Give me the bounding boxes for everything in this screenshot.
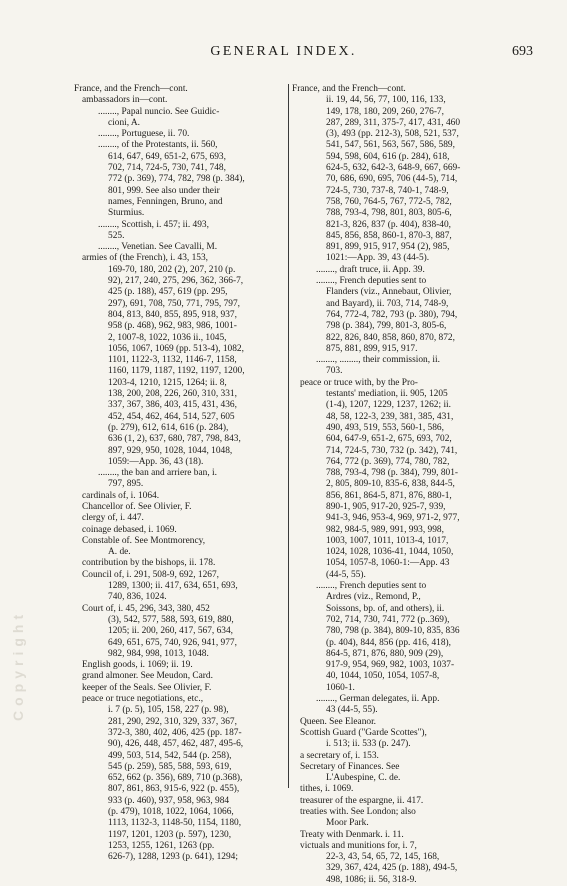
index-line: 890-1, 905, 917-20, 925-7, 939, — [326, 501, 446, 512]
page-number: 693 — [512, 44, 533, 59]
index-line: 490, 493, 519, 553, 560-1, 586, — [326, 422, 444, 433]
index-line: grand almoner. See Meudon, Card. — [82, 671, 213, 682]
index-line: (p. 279), 612, 614, 616 (p. 284), — [108, 422, 229, 433]
index-line: Constable of. See Montmorency, — [82, 535, 206, 546]
index-line: France, and the French—cont. — [74, 84, 188, 94]
index-line: 652, 662 (p. 356), 689, 710 (p.368), — [108, 773, 243, 784]
index-line: (3), 493 (pp. 212-3), 508, 521, 537, — [326, 129, 459, 140]
index-line: Secretary of Finances. See — [300, 761, 400, 772]
index-line: Ardres (viz., Remond, P., — [326, 592, 421, 603]
index-line: 1203-4, 1210, 1215, 1264; ii. 8, — [108, 377, 227, 388]
index-line: Council of, i. 291, 508-9, 692, 1267, — [82, 569, 219, 580]
index-line: contribution by the bishops, ii. 178. — [82, 558, 216, 569]
index-line: 1253, 1255, 1261, 1263 (pp. — [108, 840, 215, 851]
index-line: (p. 404), 844, 856 (pp. 416, 418), — [326, 637, 451, 648]
index-line: 1059:—App. 36, 43 (18). — [108, 456, 204, 467]
index-line: treasurer of the espargne, ii. 417. — [300, 795, 424, 806]
page-header — [0, 44, 567, 64]
index-line: Scottish Guard ("Garde Scottes"), — [300, 727, 427, 738]
index-line: 1289, 1300; ii. 417, 634, 651, 693, — [108, 581, 238, 592]
index-line: 40, 1044, 1050, 1054, 1057-8, — [326, 671, 440, 682]
index-line: i. 7 (p. 5), 105, 158, 227 (p. 98), — [108, 705, 229, 716]
index-line: ........, the ban and arriere ban, i. — [98, 468, 217, 479]
index-line: Moor Park. — [326, 818, 369, 829]
index-line: 804, 813, 840, 855, 895, 918, 937, — [108, 309, 237, 320]
index-line: 933 (p. 460), 937, 958, 963, 984 — [108, 795, 230, 806]
index-line: 864-5, 871, 876, 880, 909 (29), — [326, 648, 444, 659]
index-line: 821-3, 826, 837 (p. 404), 838-40, — [326, 219, 451, 230]
index-line: 149, 178, 180, 209, 260, 276-7, — [326, 106, 444, 117]
index-line: 624-5, 632, 642-3, 648-9, 667, 669- — [326, 163, 461, 174]
index-line: ........, ........, their commission, ii. — [316, 355, 440, 366]
index-line: 541, 547, 561, 563, 567, 586, 589, — [326, 140, 455, 151]
index-line: 337, 367, 386, 403, 415, 431, 436, — [108, 400, 237, 411]
index-line: a secretary of, i. 153. — [300, 750, 379, 761]
index-line: and Bayard), ii. 703, 714, 748-9, — [326, 298, 449, 309]
index-line: 758, 760, 764-5, 767, 772-5, 782, — [326, 196, 452, 207]
index-line: Flanders (viz., Annebaut, Olivier, — [326, 287, 452, 298]
index-line: 1160, 1179, 1187, 1192, 1197, 1200, — [108, 366, 245, 377]
index-line: 958 (p. 468), 962, 983, 986, 1001- — [108, 321, 237, 332]
index-line: 845, 856, 858, 860-1, 870-3, 887, — [326, 230, 452, 241]
index-line: 982, 984, 998, 1013, 1048. — [108, 648, 209, 659]
index-line: 788, 793-4, 798 (p. 384), 799, 801- — [326, 468, 459, 479]
index-line: 281, 290, 292, 310, 329, 337, 367, — [108, 716, 237, 727]
index-line: 626-7), 1288, 1293 (p. 641), 1294; — [108, 852, 238, 863]
index-line: coinage debased, i. 1069. — [82, 524, 177, 535]
index-line: 92), 217, 240, 275, 296, 362, 366-7, — [108, 276, 244, 287]
index-line: 2, 805, 809-10, 835-6, 838, 844-5, — [326, 479, 455, 490]
index-line: ........, French deputies sent to — [316, 276, 427, 287]
index-line: 1021:—App. 39, 43 (44-5). — [326, 253, 430, 264]
index-line: Sturmius. — [108, 208, 145, 219]
index-line: 90), 426, 448, 457, 462, 487, 495-6, — [108, 739, 244, 750]
index-line: victuals and munitions for, i. 7, — [300, 840, 417, 851]
index-line: 856, 861, 864-5, 871, 876, 880-1, — [326, 490, 452, 501]
index-line: 801, 999. See also under their — [108, 185, 220, 196]
index-line: 1054, 1057-8, 1060-1:—App. 43 — [326, 558, 450, 569]
index-line: 891, 899, 915, 917, 954 (2), 985, — [326, 242, 450, 253]
index-line: Court of, i. 45, 296, 343, 380, 452 — [82, 603, 210, 614]
index-line: 614, 647, 649, 651-2, 675, 693, — [108, 151, 226, 162]
index-line: 287, 289, 311, 375-7, 417, 431, 460 — [326, 117, 461, 128]
index-line: 941-3, 946, 953-4, 969, 971-2, 977, — [326, 513, 460, 524]
index-line: 594, 598, 604, 616 (p. 284), 618, — [326, 151, 450, 162]
index-line: cardinals of, i. 1064. — [82, 490, 160, 501]
index-line: keeper of the Seals. See Olivier, F. — [82, 682, 212, 693]
index-line: ........, Papal nuncio. See Guidic- — [98, 106, 220, 117]
index-line: ........, German delegates, ii. App. — [316, 694, 440, 705]
index-line: 545 (p. 259), 585, 588, 593, 619, — [108, 761, 232, 772]
index-line: 329, 367, 424, 425 (p. 188), 494-5, — [326, 863, 458, 874]
index-line: 788, 793-4, 798, 801, 803, 805-6, — [326, 208, 452, 219]
index-line: i. 513; ii. 533 (p. 247). — [326, 739, 411, 750]
index-line: 649, 651, 675, 740, 926, 941, 977, — [108, 637, 237, 648]
index-line: 43 (44-5, 55). — [326, 705, 378, 716]
index-line: 702, 714, 730, 741, 772 (p..369), — [326, 614, 450, 625]
index-line: testants' mediation, ii. 905, 1205 — [326, 389, 448, 400]
index-line: ........, of the Protestants, ii. 560, — [98, 140, 218, 151]
index-column-right — [292, 84, 524, 886]
index-line: ........, Portuguese, ii. 70. — [98, 129, 190, 140]
index-line: (44-5, 55). — [326, 569, 366, 580]
index-line: 1056, 1067, 1069 (pp. 513-4), 1082, — [108, 343, 244, 354]
index-line: 498, 1086; ii. 56, 318-9. — [326, 874, 417, 885]
index-line: 1003, 1007, 1011, 1013-4, 1017, — [326, 535, 449, 546]
index-line: Soissons, bp. of, and others), ii. — [326, 603, 445, 614]
index-line: 70, 686, 690, 695, 706 (44-5), 714, — [326, 174, 458, 185]
index-line: L'Aubespine, C. de. — [326, 773, 401, 784]
index-line: armies of (the French), i. 43, 153, — [82, 253, 209, 264]
watermark: Copyright — [10, 609, 26, 721]
index-line: 807, 861, 863, 915-6, 922 (p. 455), — [108, 784, 240, 795]
index-line: (1-4), 1207, 1229, 1237, 1262; ii. — [326, 400, 451, 411]
index-line: 875, 881, 899, 915, 917. — [326, 343, 418, 354]
index-line: 703. — [326, 366, 343, 377]
index-line: 780, 798 (p. 384), 809-10, 835, 836 — [326, 626, 460, 637]
index-line: 297), 691, 708, 750, 771, 795, 797, — [108, 298, 241, 309]
index-line: clergy of, i. 447. — [82, 513, 144, 524]
index-line: 48, 58, 122-3, 239, 381, 385, 431, — [326, 411, 454, 422]
index-line: peace or truce with, by the Pro- — [300, 377, 418, 388]
index-line: peace or truce negotiations, etc., — [82, 694, 204, 705]
index-line: 1060-1. — [326, 682, 355, 693]
index-line: 798 (p. 384), 799, 801-3, 805-6, — [326, 321, 447, 332]
index-line: 764, 772 (p. 369), 774, 780, 782, — [326, 456, 450, 467]
index-line: 917-9, 954, 969, 982, 1003, 1037- — [326, 660, 455, 671]
index-line: (p. 479), 1018, 1022, 1064, 1066, — [108, 807, 234, 817]
index-line: A. de. — [108, 547, 131, 558]
index-line: tithes, i. 1069. — [300, 784, 354, 795]
index-line: 740, 836, 1024. — [108, 592, 167, 603]
index-line: 2, 1007-8, 1022, 1036 ii., 1045, — [108, 332, 227, 343]
index-line: (3), 542, 577, 588, 593, 619, 880, — [108, 614, 234, 625]
index-line: ........, Venetian. See Cavalli, M. — [98, 242, 218, 253]
index-line: 138, 200, 208, 226, 260, 310, 331, — [108, 389, 237, 400]
index-line: 764, 772-4, 782, 793 (p. 380), 794, — [326, 309, 458, 320]
index-line: 1197, 1201, 1203 (p. 597), 1230, — [108, 829, 232, 840]
index-line: 636 (1, 2), 637, 680, 787, 798, 843, — [108, 434, 241, 445]
page-title: GENERAL INDEX. — [210, 44, 357, 59]
index-line: 982, 984-5, 989, 991, 993, 998, — [326, 524, 444, 535]
index-line: 724-5, 730, 737-8, 740-1, 748-9, — [326, 185, 449, 196]
index-line: 1101, 1122-3, 1132, 1146-7, 1158, — [108, 355, 237, 366]
index-line: ii. 19, 44, 56, 77, 100, 116, 133, — [326, 95, 446, 106]
index-line: 702, 714, 724-5, 730, 741, 748, — [108, 163, 226, 174]
index-line: 425 (p. 188), 457, 619 (pp. 295, — [108, 287, 228, 298]
index-line: 372-3, 380, 402, 406, 425 (pp. 187- — [108, 727, 242, 738]
index-line: 897, 929, 950, 1028, 1044, 1048, — [108, 445, 233, 456]
index-line: ........, draft truce, ii. App. 39. — [316, 264, 425, 275]
index-line: 604, 647-9, 651-2, 675, 693, 702, — [326, 434, 452, 445]
index-line: 169-70, 180, 202 (2), 207, 210 (p. — [108, 264, 236, 275]
index-line: treaties with. See London; also — [300, 807, 416, 817]
index-line: 499, 503, 514, 542, 544 (p. 258), — [108, 750, 232, 761]
index-line: 1024, 1028, 1036-41, 1044, 1050, — [326, 547, 454, 558]
index-line: France, and the French—cont. — [292, 84, 406, 94]
index-line: ........, French deputies sent to — [316, 581, 427, 592]
index-line: ........, Scottish, i. 457; ii. 493, — [98, 219, 209, 230]
index-line: 22-3, 43, 54, 65, 72, 145, 168, — [326, 852, 440, 863]
index-line: 452, 454, 462, 464, 514, 527, 605 — [108, 411, 235, 422]
index-line: English goods, i. 1069; ii. 19. — [82, 660, 193, 671]
index-line: cioni, A. — [108, 117, 141, 128]
index-line: 797, 895. — [108, 479, 144, 490]
index-line: names, Fenningen, Bruno, and — [108, 196, 223, 207]
index-line: 772 (p. 369), 774, 782, 798 (p. 384), — [108, 174, 245, 185]
index-line: 1113, 1132-3, 1148-50, 1154, 1180, — [108, 818, 242, 829]
index-line: 714, 724-5, 730, 732 (p. 342), 741, — [326, 445, 458, 456]
index-column-left — [74, 84, 286, 863]
index-line: 525. — [108, 230, 125, 241]
index-line: 822, 826, 840, 858, 860, 870, 872, — [326, 332, 455, 343]
index-line: Queen. See Eleanor. — [300, 716, 377, 727]
index-line: ambassadors in—cont. — [82, 95, 168, 106]
index-line: Chancellor of. See Olivier, F. — [82, 501, 192, 512]
index-line: Treaty with Denmark. i. 11. — [300, 829, 404, 840]
column-divider — [288, 84, 289, 788]
index-line: 1205; ii. 200, 260, 417, 567, 634, — [108, 626, 234, 637]
